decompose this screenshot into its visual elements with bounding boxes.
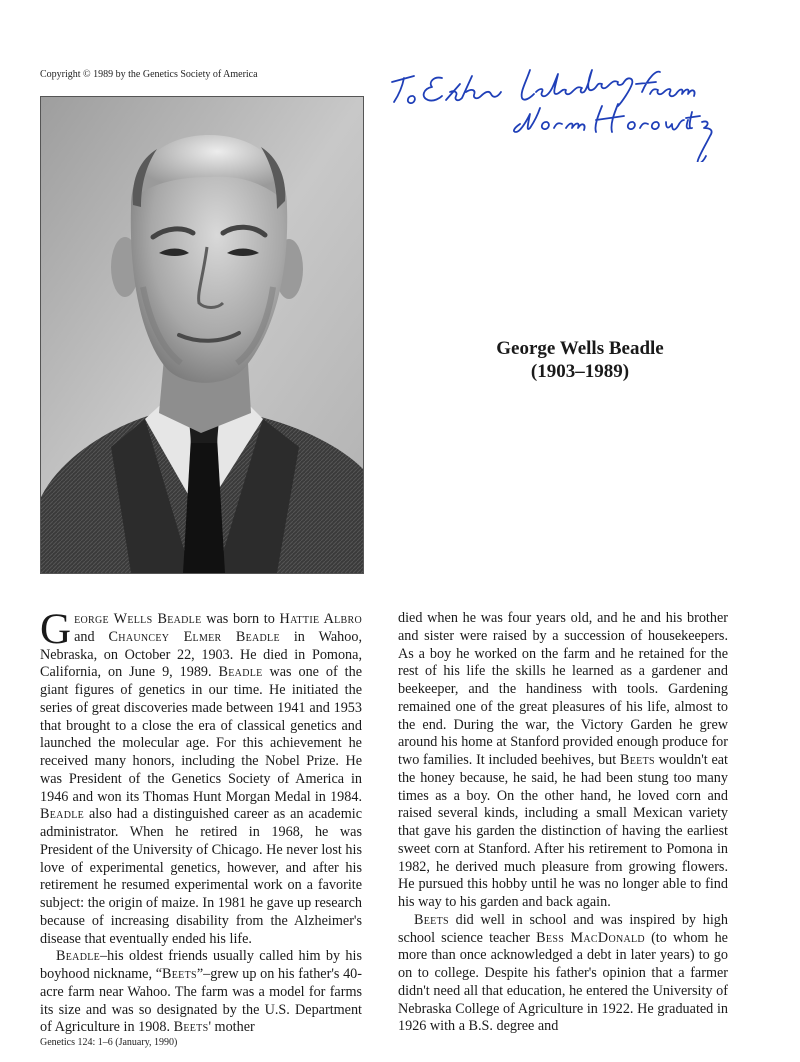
handwritten-inscription — [380, 62, 780, 162]
person-name: Beets — [173, 1019, 209, 1036]
text-run: wouldn't eat the honey because, he said, he had been stung too many times as a boy. On the other hand, he loved corn and raised several kinds, including a small Mexican variety that gave his garden the distinction of having the earliest sweet corn at Stanford. After his retirement to Pomona in 1982, he derived much pleasure from growing flowers. He pursued this hobby until he was no longer able to find his way to his garden and back again. — [398, 752, 728, 910]
text-run: was born to — [201, 611, 280, 627]
article-title — [380, 337, 780, 383]
paragraph — [40, 948, 362, 1037]
paragraph — [398, 912, 728, 1036]
text-run: was one of the giant figures of genetics in our time. He initiated the series of great discoveries made between 1941 and 1953 that brought to a close the era of classical genetics and launched the molecular age. For this achievement he received many honors, including the Nobel Prize. He was President of the Genetics Society of America in 1946 and won its Thomas Hunt Morgan Medal in 1984. — [40, 664, 363, 805]
portrait-icon — [41, 97, 363, 573]
person-name: Beadle — [56, 948, 101, 965]
body-column-right — [398, 610, 728, 1036]
text-run: –his oldest friends usually called him by his boyhood nickname, “ — [40, 948, 362, 982]
subject-name: George Wells Beadle — [496, 338, 664, 359]
portrait-photo — [40, 96, 364, 574]
text-run: ”–grew up on his father's 40-acre farm near Wahoo. The farm was a model for farms its size and was so designated by the U.S. Department of Agriculture in 1908. — [40, 966, 362, 1036]
paragraph — [40, 606, 363, 948]
person-name: Beadle — [218, 664, 263, 681]
person-name: Beets — [414, 911, 449, 928]
person-name: Beets — [620, 752, 655, 768]
text-run: died when he was four years old, and he and his brother and sister were raised by a succession of housekeepers. As a boy he worked on the farm and he retained for the rest of his life the skills he learned as a gardener and beekeeper, and the handiness with tools. Gardening remained one of the great pleasures of his life, almost to the end. During the war, the Victory Garden he grew around his home at Stanford provided enough produce for two families. It included beehives, but — [398, 610, 728, 768]
journal-citation: Genetics 124: 1–6 (January, 1990) — [40, 1037, 178, 1048]
paragraph-continued — [398, 610, 728, 912]
text-run: in Wahoo, Nebraska, on October 22, 1903. He died in Pomona, California, on June 9, 1989. — [40, 628, 362, 681]
drop-cap: G — [40, 606, 72, 653]
text-run: did well in school and was inspired by high school science teacher — [398, 911, 728, 946]
body-column-left — [40, 606, 363, 1037]
person-name: Beadle — [40, 806, 85, 823]
person-name: Beets — [162, 966, 197, 982]
opening-name: eorge Wells Beadle — [74, 611, 202, 627]
person-name: Chauncey Elmer Beadle — [108, 628, 280, 645]
text-run: and — [74, 628, 109, 645]
person-name: Bess MacDonald — [536, 929, 645, 946]
subject-years: (1903–1989) — [530, 361, 630, 382]
text-run: ' mother — [208, 1019, 255, 1036]
copyright-notice: Copyright © 1989 by the Genetics Society of America — [40, 69, 258, 80]
signature-icon — [380, 62, 780, 162]
text-run: (to whom he more than once acknowledged a debt in later years) to go on to college. Despite his father's opinion that a farmer didn't need all that education, he entered the University of Nebraska College of Agriculture in 1922. He graduated in 1926 with a B.S. degree and — [398, 929, 728, 1035]
text-run: also had a distinguished career as an academic administrator. When he retired in 1968, he was President of the University of Chicago. He never lost his love of experimental genetics, however, and after his retirement he resumed experimental work on a favorite subject: the origin of maize. In 1981 he gave up research because of increasing disability from the Alzheimer's disease that eventually ended his life. — [40, 806, 362, 947]
person-name: Hattie Albro — [279, 611, 363, 627]
